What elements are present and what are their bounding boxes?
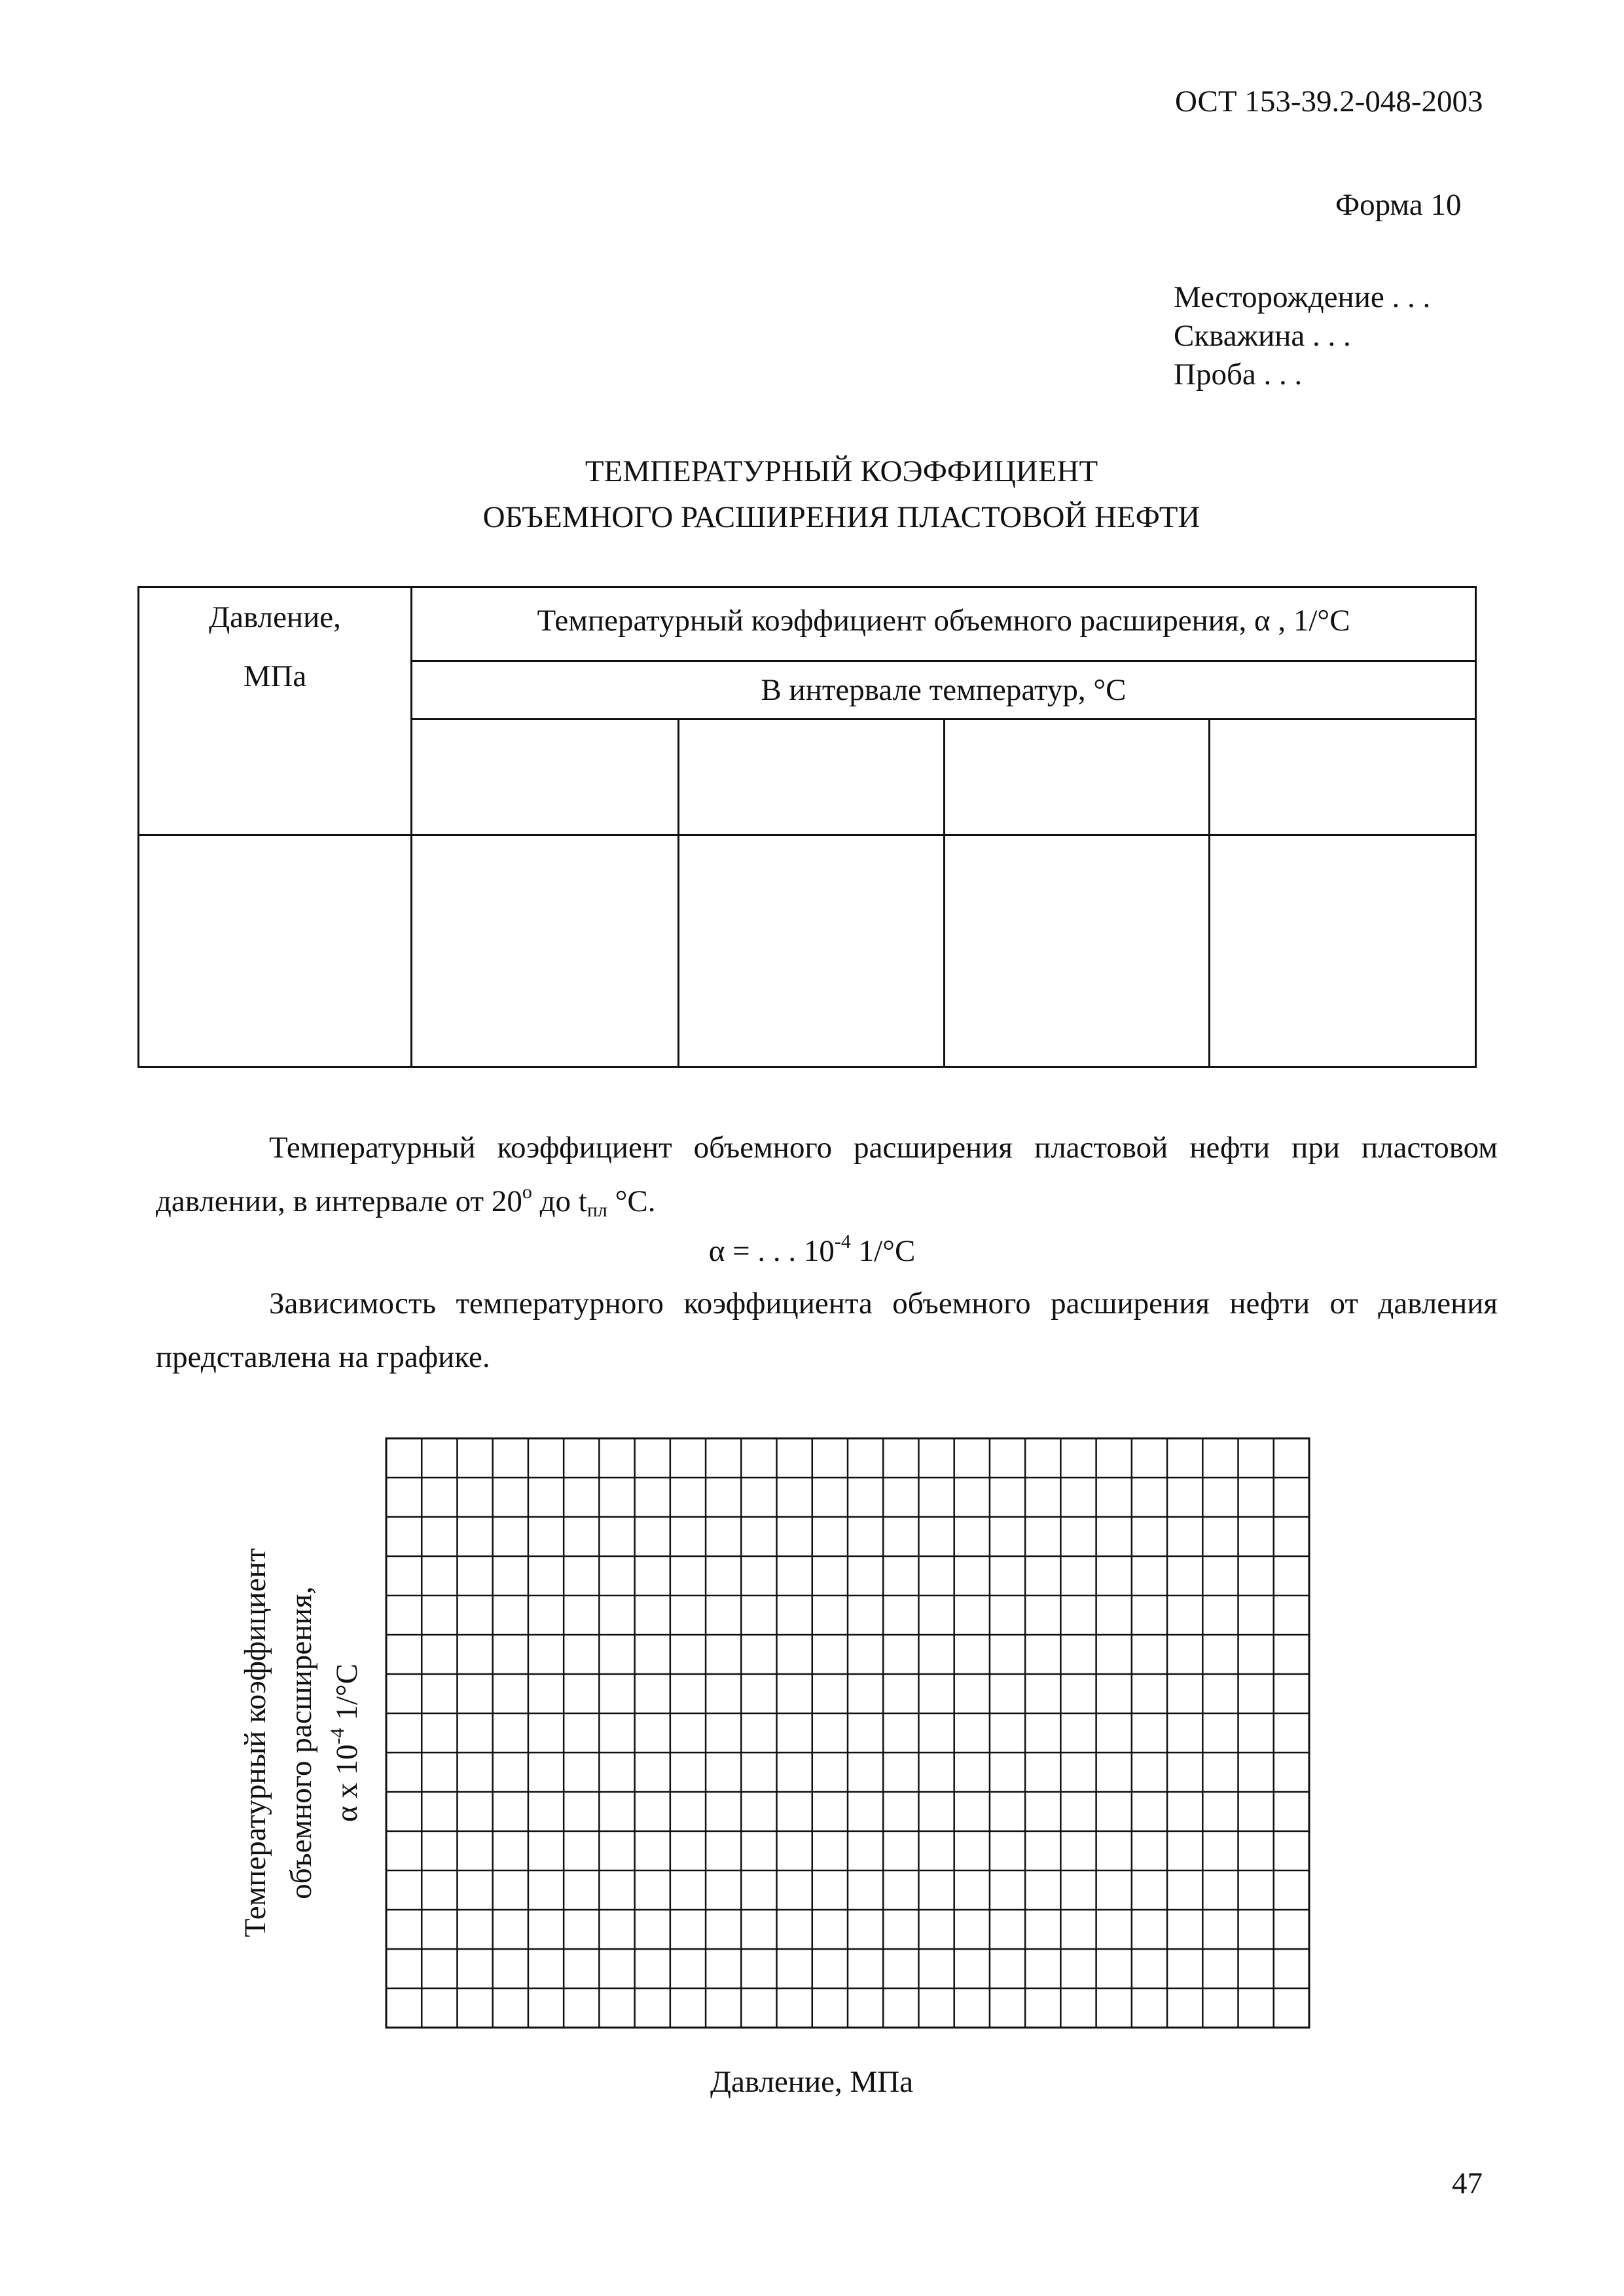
paragraph-2-text: Зависимость температурного коэффициента объемного расширения нефти от давления представлена на графике.	[156, 1286, 1498, 1374]
field-line: Месторождение . . .	[1174, 280, 1431, 314]
page-title-line-2: ОБЪЕМНОГО РАСШИРЕНИЯ ПЛАСТОВОЙ НЕФТИ	[482, 500, 1200, 534]
coefficient-value-cell[interactable]	[412, 835, 679, 1067]
y-axis-unit: 1/°С	[330, 1663, 364, 1728]
page-number: 47	[1452, 2166, 1483, 2200]
y-axis-label-line-2: объемного расширения,	[284, 1586, 318, 1899]
well-line: Скважина . . .	[1174, 319, 1351, 353]
interval-column-cell[interactable]	[945, 720, 1210, 835]
coefficient-value-cell[interactable]	[679, 835, 945, 1067]
form-label: Форма 10	[1335, 188, 1462, 222]
formula-prefix: α = . . . 10	[708, 1234, 835, 1268]
x-axis-label: Давление, МПа	[710, 2065, 914, 2099]
degree-mark: o	[522, 1181, 532, 1203]
coefficient-value-cell[interactable]	[945, 835, 1210, 1067]
interval-header: В интервале температур, °С	[412, 661, 1476, 720]
sample-line: Проба . . .	[1174, 357, 1303, 392]
paragraph-1-text-c: °С.	[607, 1184, 656, 1218]
paragraph-1-text-a: Температурный коэффициент объемного расширения пластовой нефти при пластовом давлении, в интервале от 20	[156, 1131, 1498, 1218]
table-row	[139, 835, 1476, 1067]
y-axis-label-line-3	[324, 1497, 370, 1988]
coefficient-header: Температурный коэффициент объемного расширения, α , 1/°С	[412, 587, 1476, 661]
reservoir-subscript: пл	[586, 1199, 607, 1221]
y-axis-label-line-1: Температурный коэффициент	[238, 1548, 272, 1938]
y-axis-alpha-prefix: α x 10	[330, 1744, 364, 1823]
sample-info-block	[1174, 278, 1430, 394]
paragraph-graph-reference	[156, 1277, 1498, 1384]
coefficient-value-cell[interactable]	[1210, 835, 1476, 1067]
alpha-formula	[0, 1224, 1624, 1278]
standard-code: ОСТ 153-39.2-048-2003	[1175, 84, 1483, 118]
pressure-header-unit: МПа	[243, 659, 307, 693]
graph-grid[interactable]	[383, 1435, 1312, 2031]
paragraph-1-text-b: до t	[532, 1184, 587, 1218]
coefficient-table	[137, 586, 1475, 1066]
page-title-line-1: ТЕМПЕРАТУРНЫЙ КОЭФФИЦИЕНТ	[585, 454, 1098, 488]
formula-unit: 1/°С	[850, 1234, 916, 1268]
interval-column-cell[interactable]	[679, 720, 945, 835]
pressure-header-cell	[139, 587, 412, 835]
interval-column-cell[interactable]	[1210, 720, 1476, 835]
y-axis-label	[209, 1497, 393, 1988]
interval-column-cell[interactable]	[412, 720, 679, 835]
pressure-header-label: Давление,	[209, 600, 341, 634]
formula-exponent: -4	[834, 1231, 851, 1252]
paragraph-coefficient-description	[156, 1121, 1498, 1228]
pressure-value-cell[interactable]	[139, 835, 412, 1067]
y-axis-exponent: -4	[327, 1728, 348, 1745]
